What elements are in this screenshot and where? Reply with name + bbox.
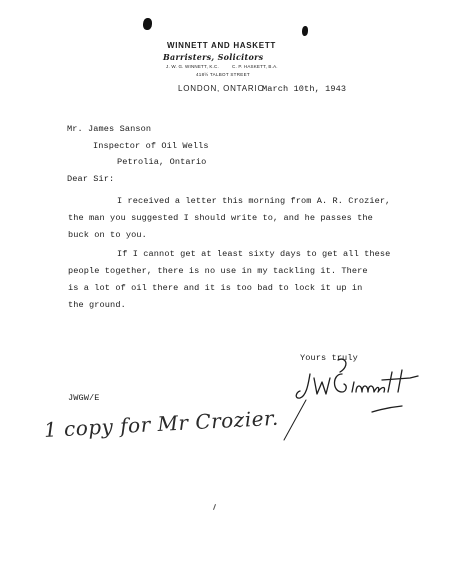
firm-address: 418½ TALBOT STREET — [196, 72, 250, 77]
handwritten-annotation: 1 copy for Mr Crozier. — [43, 405, 280, 442]
punch-hole — [302, 26, 308, 36]
body-line: the ground. — [68, 300, 126, 310]
body-line: is a lot of oil there and it is too bad to lock it up in — [68, 283, 363, 293]
punch-hole — [143, 18, 152, 30]
recipient-place: Petrolia, Ontario — [117, 157, 207, 167]
body-line: I received a letter this morning from A. R. Crozier, — [117, 196, 391, 206]
recipient-title: Inspector of Oil Wells — [93, 141, 209, 151]
partner-name: C. P. HASKETT, B.A. — [232, 64, 278, 69]
recipient-name: Mr. James Sanson — [67, 124, 152, 134]
signature — [282, 352, 432, 452]
salutation: Dear Sir: — [67, 174, 115, 184]
partner-name: J. W. G. WINNETT, K.C. — [166, 64, 219, 69]
closing: Yours truly — [300, 353, 358, 363]
firm-name: WINNETT AND HASKETT — [167, 41, 276, 50]
body-line: If I cannot get at least sixty days to get all these — [117, 249, 391, 259]
firm-city: LONDON, ONTARIO — [178, 84, 265, 93]
typist-initials: JWGW/E — [68, 393, 100, 403]
stray-pen-mark — [213, 504, 216, 510]
letter-date: March 10th, 1943 — [262, 84, 347, 94]
firm-profession: Barristers, Solicitors — [163, 52, 264, 62]
body-line: people together, there is no use in my tackling it. There — [68, 266, 368, 276]
body-line: buck on to you. — [68, 230, 147, 240]
body-line: the man you suggested I should write to, and he passes the — [68, 213, 373, 223]
